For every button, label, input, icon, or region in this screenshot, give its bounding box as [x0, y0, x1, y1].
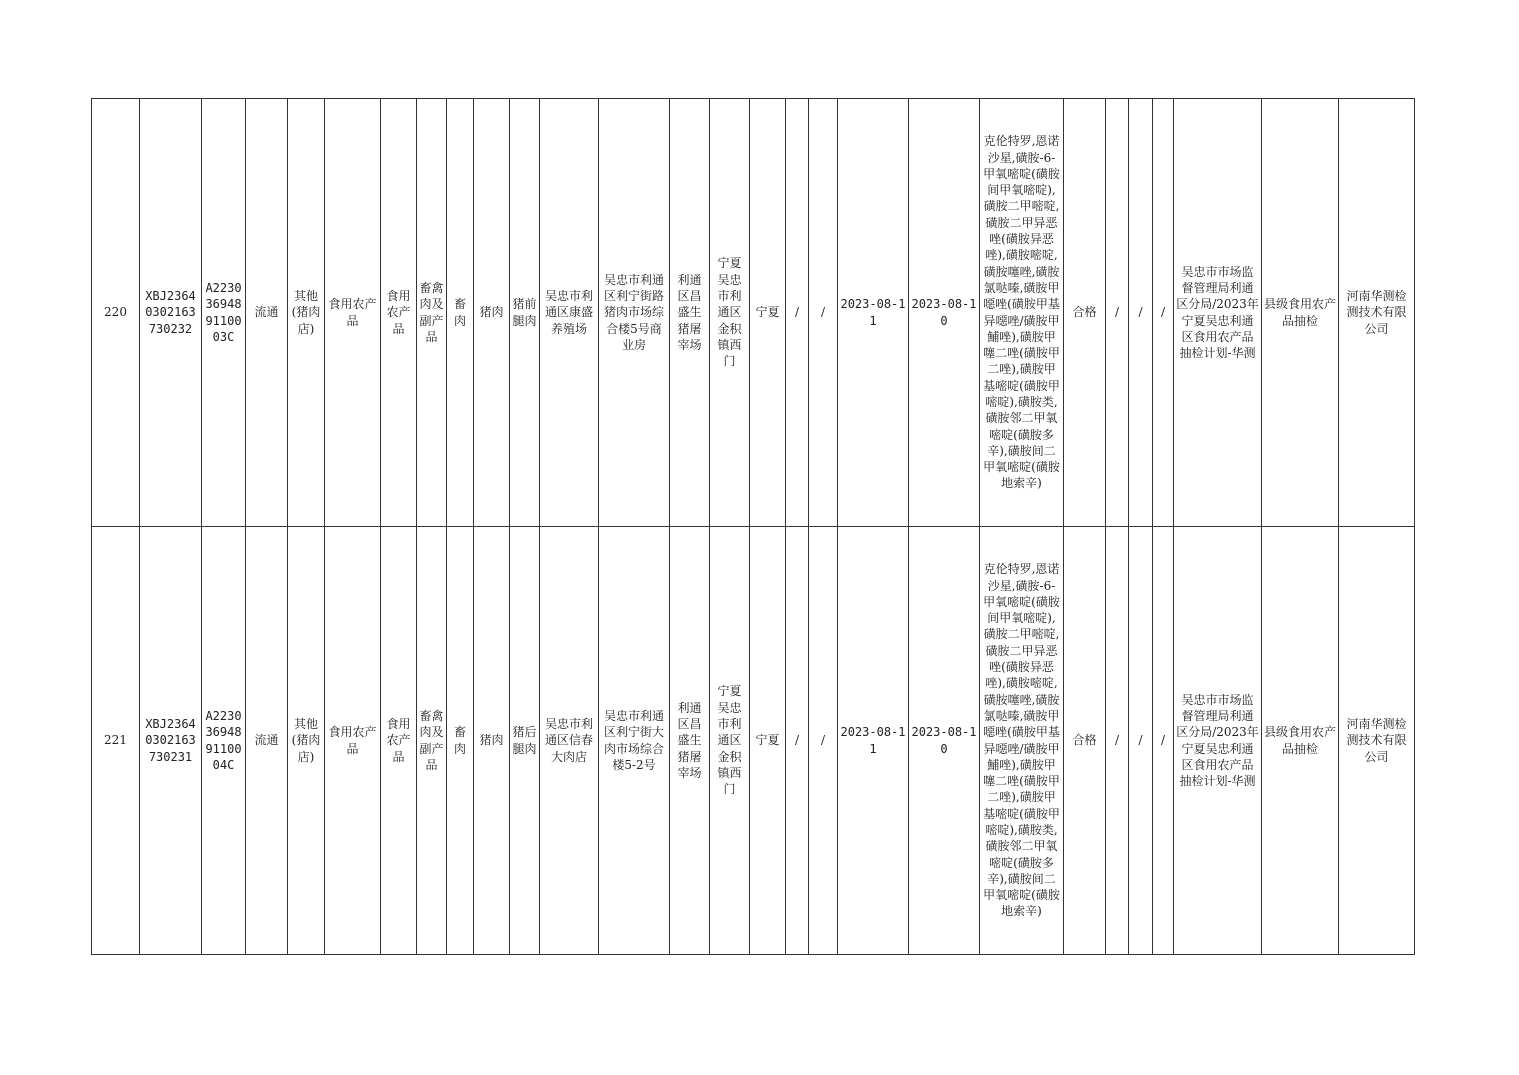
test-items-cell: 克伦特罗,恩诺沙星,磺胺-6-甲氧嘧啶(磺胺间甲氧嘧啶),磺胺二甲嘧啶,磺胺二甲异恶唑(磺胺异恶唑),磺胺嘧啶,磺胺噻唑,磺胺氯哒嗪,磺胺甲噁唑(磺胺甲基异噁唑/磺胺甲鯆唑),磺胺甲噻二唑(磺胺甲二唑),磺胺甲基嘧啶(磺胺甲嘧啶),磺胺类,磺胺邻二甲氧嘧啶(磺胺多辛),磺胺间二甲氧嘧啶(磺胺地索辛) [980, 99, 1064, 527]
unqualified-value-cell: / [1129, 527, 1153, 955]
producer-address-cell: 宁夏吴忠市利通区金积镇西门 [710, 527, 750, 955]
place-cell: 其他(猪肉店) [288, 527, 325, 955]
sampled-address-cell: 吴忠市利通区利宁街大肉市场综合楼5-2号 [599, 527, 670, 955]
unqualified-item-cell: / [1106, 99, 1129, 527]
sample-no-cell: XBJ23640302163730231 [140, 527, 202, 955]
task-source-cell: 吴忠市市场监督管理局利通区分局/2023年宁夏吴忠利通区食用农产品抽检计划-华测 [1174, 527, 1262, 955]
table-row [92, 99, 1415, 527]
inspection-results-table [91, 98, 1415, 955]
table-row [92, 527, 1415, 955]
producer-address-cell: 宁夏吴忠市利通区金积镇西门 [710, 99, 750, 527]
production-date-cell: 2023-08-10 [909, 527, 980, 955]
link-cell: 流通 [246, 99, 288, 527]
sample-no-cell: XBJ23640302163730232 [140, 99, 202, 527]
spec-cell: / [786, 99, 809, 527]
agency-cell: 河南华测检测技术有限公司 [1339, 99, 1415, 527]
region-cell: 宁夏 [750, 527, 786, 955]
spec-cell: / [786, 527, 809, 955]
standard-value-cell: / [1153, 99, 1174, 527]
check-type-cell: 县级食用农产品抽检 [1262, 99, 1339, 527]
food-category-4-cell: 畜肉 [447, 99, 474, 527]
check-type-cell: 县级食用农产品抽检 [1262, 527, 1339, 955]
food-category-5-cell: 猪肉 [474, 99, 510, 527]
production-date-cell: 2023-08-10 [909, 99, 980, 527]
unqualified-item-cell: / [1106, 527, 1129, 955]
seq-cell: 221 [92, 527, 140, 955]
food-name-cell: 猪后腿肉 [510, 527, 540, 955]
brand-cell: / [809, 99, 838, 527]
food-category-2-cell: 食用农产品 [381, 99, 417, 527]
seq-cell: 220 [92, 99, 140, 527]
sampled-unit-cell: 吴忠市利通区康盛养殖场 [540, 99, 599, 527]
standard-value-cell: / [1153, 527, 1174, 955]
producer-cell: 利通区昌盛生猪屠宰场 [670, 99, 710, 527]
food-category-2-cell: 食用农产品 [381, 527, 417, 955]
place-cell: 其他(猪肉店) [288, 99, 325, 527]
result-cell: 合格 [1064, 99, 1106, 527]
sampled-address-cell: 吴忠市利通区利宁街路猪肉市场综合楼5号商业房 [599, 99, 670, 527]
agency-cell: 河南华测检测技术有限公司 [1339, 527, 1415, 955]
sampling-date-cell: 2023-08-11 [838, 527, 909, 955]
producer-cell: 利通区昌盛生猪屠宰场 [670, 527, 710, 955]
brand-cell: / [809, 527, 838, 955]
report-no-cell: A2230369489110003C [202, 99, 246, 527]
food-category-4-cell: 畜肉 [447, 527, 474, 955]
food-category-3-cell: 畜禽肉及副产品 [417, 527, 447, 955]
food-category-5-cell: 猪肉 [474, 527, 510, 955]
region-cell: 宁夏 [750, 99, 786, 527]
result-cell: 合格 [1064, 527, 1106, 955]
food-category-3-cell: 畜禽肉及副产品 [417, 99, 447, 527]
test-items-cell: 克伦特罗,恩诺沙星,磺胺-6-甲氧嘧啶(磺胺间甲氧嘧啶),磺胺二甲嘧啶,磺胺二甲异恶唑(磺胺异恶唑),磺胺嘧啶,磺胺噻唑,磺胺氯哒嗪,磺胺甲噁唑(磺胺甲基异噁唑/磺胺甲鯆唑),磺胺甲噻二唑(磺胺甲二唑),磺胺甲基嘧啶(磺胺甲嘧啶),磺胺类,磺胺邻二甲氧嘧啶(磺胺多辛),磺胺间二甲氧嘧啶(磺胺地索辛) [980, 527, 1064, 955]
sampling-date-cell: 2023-08-11 [838, 99, 909, 527]
food-name-cell: 猪前腿肉 [510, 99, 540, 527]
unqualified-value-cell: / [1129, 99, 1153, 527]
food-category-1-cell: 食用农产品 [325, 527, 381, 955]
report-no-cell: A2230369489110004C [202, 527, 246, 955]
sampled-unit-cell: 吴忠市利通区信春大肉店 [540, 527, 599, 955]
link-cell: 流通 [246, 527, 288, 955]
food-category-1-cell: 食用农产品 [325, 99, 381, 527]
task-source-cell: 吴忠市市场监督管理局利通区分局/2023年宁夏吴忠利通区食用农产品抽检计划-华测 [1174, 99, 1262, 527]
